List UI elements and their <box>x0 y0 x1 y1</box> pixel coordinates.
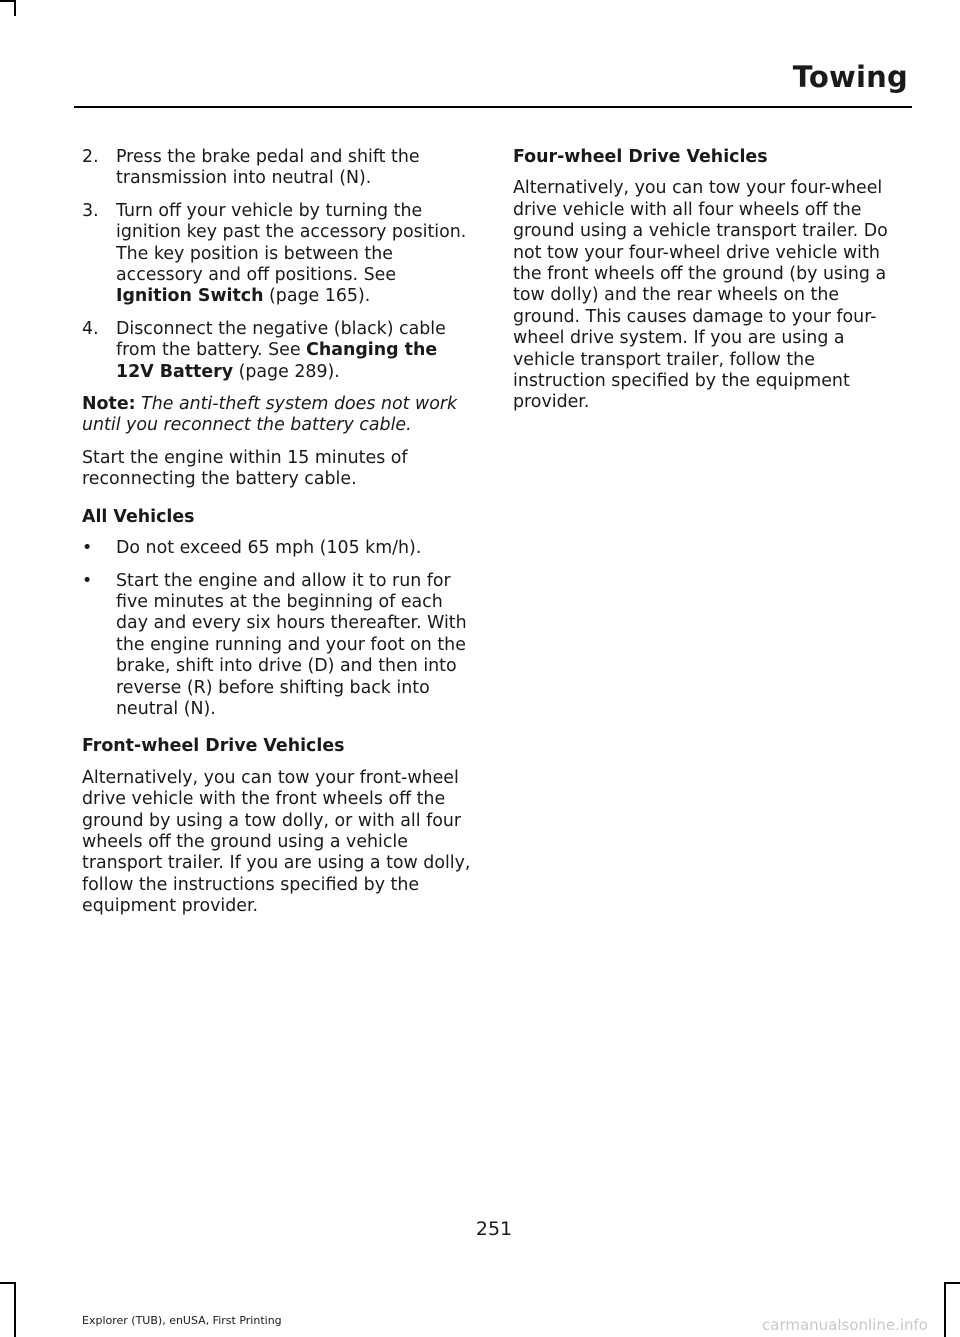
front-wheel-paragraph: Alternatively, you can tow your front-wheel drive vehicle with the front wheels off the ground by using a tow dolly, or with all four wheels off the ground using a vehicle transport trailer. If you are using a tow dolly, follow the instructions specified by the equipment provider. <box>82 767 471 917</box>
list-item <box>82 571 476 721</box>
step-number: 4. <box>82 318 99 339</box>
footer-text: Explorer (TUB), enUSA, First Printing <box>82 1314 282 1327</box>
section-heading-front-wheel: Front-wheel Drive Vehicles <box>82 736 345 757</box>
bullet-icon: • <box>82 538 93 559</box>
bullet-text: Start the engine and allow it to run for five minutes at the beginning of each day and every six hours thereafter. With the engine running and your foot on the brake, shift into drive (D) and then into reverse (R) before shifting back into neutral (N). <box>116 570 467 719</box>
steps-list <box>82 147 476 383</box>
bullet-icon: • <box>82 570 93 591</box>
bullet-text: Do not exceed 65 mph (105 km/h). <box>116 538 422 559</box>
four-wheel-paragraph: Alternatively, you can tow your four-wheel drive vehicle with all four wheels off the ground using a vehicle transport trailer. Do not tow your four-wheel drive vehicle with the front wheels off the ground (by using a tow dolly) and the rear wheels on the ground. This causes damage to your four-wheel drive system. If you are using a vehicle transport trailer, follow the instruction specified by the equipment provider. <box>513 178 888 413</box>
step-number: 2. <box>82 147 99 167</box>
right-column <box>513 147 907 425</box>
left-column <box>82 147 476 929</box>
list-item <box>82 147 476 190</box>
crop-mark <box>14 0 16 16</box>
bullets-list <box>82 538 476 720</box>
crop-mark <box>944 1282 946 1337</box>
page-title: Towing <box>792 60 908 94</box>
note-text: The anti-theft system does not work until you reconnect the battery cable. <box>82 394 458 436</box>
crop-mark <box>0 1282 16 1284</box>
list-item <box>82 201 476 308</box>
cross-reference-link[interactable]: Changing the 12V Battery <box>116 340 438 382</box>
list-item <box>82 538 476 559</box>
cross-reference-link[interactable]: Ignition Switch <box>116 286 264 307</box>
crop-mark <box>14 1282 16 1337</box>
section-heading-all-vehicles: All Vehicles <box>82 506 195 527</box>
step-text: Turn off your vehicle by turning the ignition key past the accessory position. The key position is between the accessory and off positions. See <box>116 200 467 286</box>
section-heading-four-wheel: Four-wheel Drive Vehicles <box>513 147 768 167</box>
start-engine-paragraph: Start the engine within 15 minutes of reconnecting the battery cable. <box>82 447 408 490</box>
list-item <box>82 319 476 383</box>
step-text: Press the brake pedal and shift the transmission into neutral (N). <box>116 147 420 189</box>
header-divider <box>74 106 912 108</box>
crop-mark <box>944 1282 960 1284</box>
note <box>82 394 476 437</box>
page-reference: (page 165). <box>263 286 371 307</box>
page-reference: (page 289). <box>233 361 340 382</box>
page-number: 251 <box>475 1218 513 1240</box>
step-number: 3. <box>82 200 99 221</box>
note-label: Note: <box>82 394 136 415</box>
watermark: carmanualsonline.info <box>762 1316 928 1334</box>
step-text: Disconnect the negative (black) cable from the battery. See <box>116 318 446 361</box>
